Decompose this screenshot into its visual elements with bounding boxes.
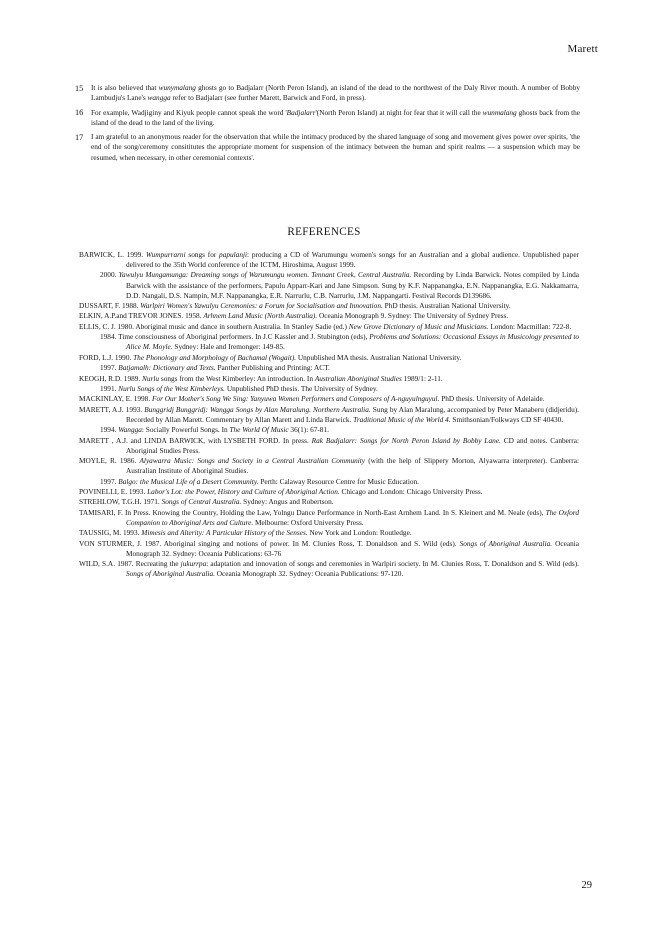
text-run: Perth: Calaway Resource Centre for Music Education. — [258, 476, 419, 486]
italic-text: Rak Badjalarr: Songs for North Peron Island by Bobby Lane. — [311, 435, 501, 445]
reference-entry — [79, 539, 579, 559]
italic-text: wunmalang — [482, 107, 517, 117]
text-run: Sung by Alan Maralung, accompanied by Peter Manaberu (didjeridu). Recorded by Allan Marett. Commentary by Allan Marett and Linda Barwick. — [126, 404, 579, 424]
italic-text: Yawulyu Mungamunga: Dreaming songs of Warumungu women. Tennant Creek, Central Australia. — [118, 270, 412, 280]
text-run: London: Macmillan: 722-8. — [488, 321, 572, 331]
text-run: Chicago and London: Chicago University Press. — [339, 486, 483, 496]
reference-entry — [79, 301, 579, 311]
reference-entry — [79, 477, 579, 487]
reference-entry — [79, 487, 579, 497]
text-run: 1997. — [100, 476, 119, 486]
endnote-number: 16 — [75, 108, 84, 118]
reference-list — [79, 250, 579, 580]
references-heading: REFERENCES — [287, 226, 361, 238]
text-run: 1989/1: 2-11. — [401, 373, 443, 383]
italic-text: Songs of Aboriginal Australia. — [459, 538, 553, 548]
italic-text: For Our Mother's Song We Sing: Yanyuwa Women Performers and Composers of A-nguyulnguyul. — [151, 394, 440, 404]
italic-text: Songs of Aboriginal Australia. — [126, 569, 215, 579]
italic-text: Problems and Solutions: Occasional Essays in Musicology presented to Alice M. Moyle. — [126, 332, 580, 352]
text-run: New York and London: Routledge. — [307, 528, 412, 538]
reference-entry — [79, 353, 579, 363]
text-run: 2000. — [100, 270, 119, 280]
italic-text: New Grove Dictionary of Music and Musicians. — [348, 321, 489, 331]
text-run: 1994. — [100, 425, 119, 435]
text-run: STREHLOW, T.G.H. 1971. — [79, 497, 162, 507]
text-run: refer to Badjalarr (see further Marett, Barwick and Ford, in press). — [170, 93, 366, 103]
text-run: '(North Peron Island) at night for fear that it will call the — [315, 107, 483, 117]
endnote-number: 15 — [75, 83, 84, 93]
italic-text: jukurrpa — [180, 559, 207, 569]
reference-entry — [79, 332, 579, 352]
text-run: It is also believed that — [91, 83, 159, 92]
text-run: ELLIS, C. J. 1980. Aboriginal music and dance in southern Australia. In Stanley Sadie (ed.) — [79, 321, 349, 331]
italic-text: Badjalarr — [286, 107, 316, 117]
text-run: (with the help of Slippery Morton, Alyawarra interpreter). Canberra: Australian Institute of Aboriginal Studies. — [126, 456, 579, 476]
italic-text: Warlpiri Women's Yawulyu Ceremonies: a Forum for Socialisation and Innovation. — [140, 301, 383, 311]
italic-text: The Oxford Companion to Aboriginal Arts and Culture. — [126, 507, 580, 527]
reference-entry — [79, 508, 579, 528]
text-run: MARETT, A.J. 1993. — [79, 404, 145, 414]
text-run: 1991. — [100, 383, 119, 393]
text-run: POVINELLI, E. 1993. — [79, 486, 148, 496]
reference-entry — [79, 425, 579, 435]
reference-entry — [79, 436, 579, 456]
text-run: ELKIN, A.P.and TREVOR JONES. 1958. — [79, 311, 204, 321]
text-run: KEOGH, R.D. 1989. — [79, 373, 143, 383]
endnote — [75, 83, 580, 104]
text-run: Melbourne: Oxford University Press. — [253, 517, 364, 527]
text-run: FORD, L.J. 1990. — [79, 352, 134, 362]
italic-text: Batjamalh: Dictionary and Texts. — [118, 363, 216, 373]
text-run: : Socially Powerful Songs. In — [141, 425, 230, 435]
text-run: Recording by Linda Barwick. Notes compiled by Linda Barwick with the assistance of the performers, Papulu Apparr-Kari and Jane Simpson. Sung by K.F. Nappanangka, E.N. Nappanangka, E.G. Nakkamarra, D.D. Nangali, D.S. Nampin, M.F. Nappanangka, E.R. Narrurlu, C.B. Narrurlu, J.M. Nappangarti. Festival Records D139686. — [126, 270, 579, 300]
running-head: Marett — [567, 43, 598, 55]
endnote — [75, 132, 580, 163]
reference-entry — [79, 311, 579, 321]
text-run: MOYLE, R. 1986. — [79, 456, 140, 466]
reference-entry — [79, 270, 579, 300]
text-run: Panther Publishing and Printing: ACT. — [215, 363, 330, 373]
text-run: Oceania Monograph 9. Sydney: The University of Sydney Press. — [317, 311, 509, 321]
text-run: 1997. — [100, 363, 119, 373]
text-run: Smithsonian/Folkways CD SF 40430. — [450, 414, 564, 424]
reference-entry — [79, 456, 579, 476]
italic-text: Arhnem Land Music (North Australia). — [203, 311, 318, 321]
italic-text: papulanji — [219, 250, 248, 259]
text-run: MACKINLAY, E. 1998. — [79, 394, 152, 404]
reference-entry — [79, 497, 579, 507]
text-run: ghosts go to Badjalarr (North Peron Island), an island of the dead to the northwest of the Daly River mouth. A number of Bobby Lambudju's Lane's — [91, 83, 580, 103]
reference-entry — [79, 394, 579, 404]
text-run: Sydney: Hale and Iremonger: 149-85. — [172, 342, 285, 352]
text-run: songs from the West Kimberley: An introduction. In — [159, 373, 315, 383]
text-run: Sydney: Angus and Robertson. — [241, 497, 334, 507]
text-run: PhD thesis. Australian National University. — [382, 301, 511, 311]
text-run: songs for — [185, 250, 220, 259]
text-run: ghosts back from the island of the dead to the land of the living. — [91, 107, 580, 127]
text-run: TAMISARI, F. In Press. Knowing the Country, Holding the Law, Yolngu Dance Performance in North-East Arnhem Land. In S. Kleinert and M. Neale (eds), — [79, 507, 546, 517]
italic-text: Wumpurrarni — [145, 250, 186, 259]
text-run: BARWICK, L. 1999. — [79, 250, 146, 259]
endnotes — [75, 83, 580, 167]
italic-text: Nurlu Songs of the West Kimberleys. — [118, 383, 225, 393]
text-run: TAUSSIG, M. 1993. — [79, 528, 142, 538]
text-run: Oceania Monograph 32. Sydney: Oceania Publications: 97-120. — [214, 569, 404, 579]
text-run: For example, Wadjiginy and Kiyuk people cannot speak the word ' — [91, 107, 287, 117]
italic-text: Australian Aboriginal Studies — [314, 373, 402, 383]
text-run: DUSSART, F. 1988. — [79, 301, 141, 311]
italic-text: wunymalang — [158, 83, 196, 92]
text-run: VON STURMER, J. 1987. Aboriginal singing and notions of power. In M. Clunies Ross, T. Donaldson and S. Wild (eds). — [79, 538, 460, 548]
text-run: PhD thesis. University of Adelaide. — [439, 394, 545, 404]
reference-entry — [79, 374, 579, 384]
text-run: CD and notes. Canberra: Aboriginal Studies Press. — [126, 435, 579, 455]
reference-entry — [79, 405, 579, 425]
italic-text: Wangga — [118, 425, 142, 435]
reference-entry — [79, 384, 579, 394]
italic-text: Bunggridj Bunggridj: Wangga Songs by Alan Maralung. Northern Australia. — [144, 404, 371, 414]
reference-entry — [79, 250, 579, 270]
reference-entry — [79, 528, 579, 538]
text-run: 36(1): 67-81. — [288, 425, 329, 435]
reference-entry — [79, 559, 579, 579]
text-run: Unpublished MA thesis. Australian National University. — [296, 352, 462, 362]
text-run: : adaptation and innovation of songs and ceremonies in Warlpiri society. In M. Clunies Ross, T. Donaldson and S. Wild (eds). — [206, 559, 580, 569]
italic-text: Traditional Music of the World 4. — [353, 414, 451, 424]
text-run: MARETT , A.J. and LINDA BARWICK, with LYSBETH FORD. In press. — [79, 435, 312, 445]
reference-entry — [79, 322, 579, 332]
italic-text: wangga — [147, 93, 171, 103]
italic-text: Balgo: the Musical Life of a Desert Community. — [118, 476, 259, 486]
reference-entry — [79, 363, 579, 373]
endnote-number: 17 — [75, 132, 84, 142]
italic-text: Mimesis and Alterity: A Particular History of the Senses. — [141, 528, 308, 538]
endnote — [75, 108, 580, 129]
text-run: I am grateful to an anonymous reader for the observation that while the intimacy produced by the shared language of song and movement gives power over spirits, 'the end of the song/ceremony consititutes the appropriate moment for suspension of the intimacy between the human and spirit realms — a suspension which may be resumed, when necessary, in other ceremonial contexts'. — [91, 132, 580, 162]
text-run: 1984. Time consciousness of Aboriginal performers. In J.C Kassler and J. Stubington (eds), — [100, 332, 370, 342]
italic-text: Alyawarra Music: Songs and Society in a Central Australian Community — [139, 456, 366, 466]
text-run: Oceania Monograph 32. Sydney: Oceania Publications: 63-76 — [126, 538, 579, 558]
text-run: : producing a CD of Warumungu women's songs for an Australian and a global audience. Unpublished paper delivered to the 35th World conference of the ICTM, Hiroshima, August 1999. — [126, 250, 579, 270]
text-run: WILD, S.A. 1987. Recreating the — [79, 559, 181, 569]
italic-text: Labor's Lot: the Power, History and Culture of Aboriginal Action. — [147, 486, 340, 496]
italic-text: Nurlu — [142, 373, 160, 383]
page-number: 29 — [581, 880, 592, 891]
italic-text: The World Of Music — [229, 425, 289, 435]
italic-text: Songs of Central Australia. — [161, 497, 242, 507]
text-run: Unpublished PhD thesis. The University of Sydney. — [225, 383, 378, 393]
italic-text: The Phonology and Morphology of Bachamal (Wogait). — [133, 352, 297, 362]
